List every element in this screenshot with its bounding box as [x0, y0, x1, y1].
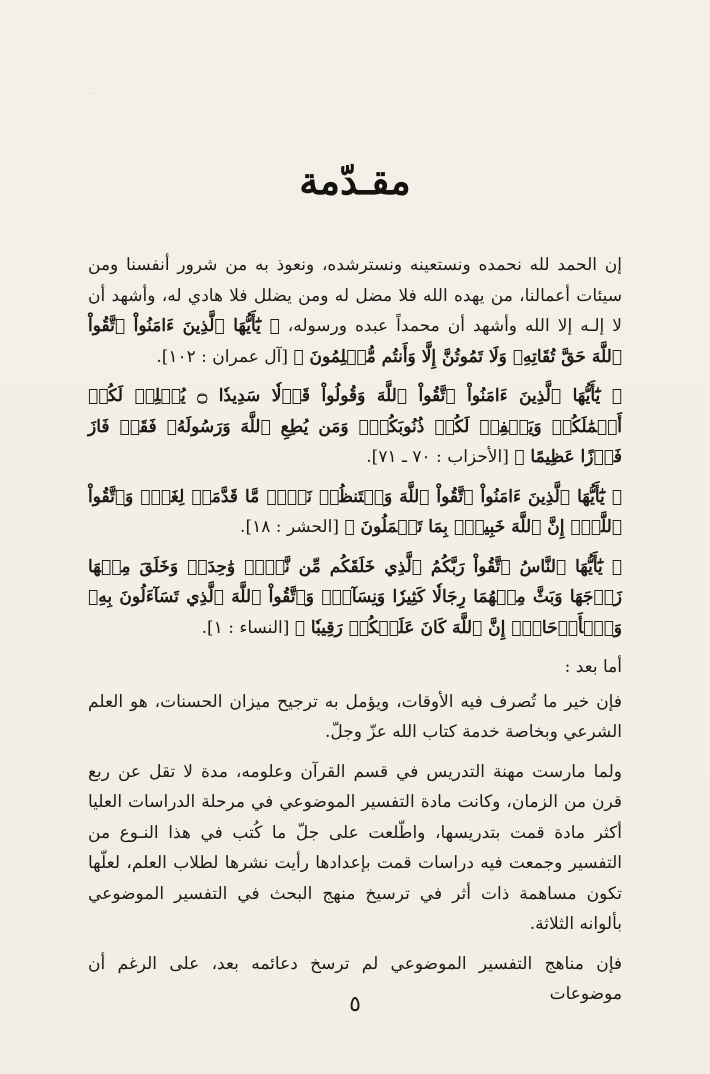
- paragraph: ولما مارست مهنة التدريس في قسم القرآن وعلومه، مدة لا تقل عن ربع قرن من الزمان، وكانت مادة التفسير الموضوعي في مرحلة الدراسات العليا أكثر مادة قمت بتدريسها، واطّلعت على جلّ ما كُتب في هذا النـوع من التفسير وجمعت فيه دراسات قمت بإعدادها رأيت نشرها لطلاب العلم، لعلّها تكون مساهمة ذات أثر في ترسيخ منهج البحث في التفسير الموضوعي بألوانه الثلاثة.: [88, 761, 622, 934]
- verse-block: [88, 552, 622, 644]
- paragraph: فإن مناهج التفسير الموضوعي لم ترسخ دعائمه بعد، على الرغم أن موضوعات: [88, 953, 622, 1004]
- verse-reference: [الأحزاب : ٧٠ ـ ٧١].: [366, 447, 509, 467]
- page-title: مقـدّمة: [299, 158, 411, 203]
- verse-text: ﴿ يَٰٓأَيُّهَا ٱلَّذِينَ ءَامَنُواْ ٱتَّقُواْ ٱللَّهَ حَقَّ تُقَاتِهِۦ وَلَا تَمُوتُنَّ إِلَّا وَأَنتُم مُّسۡلِمُونَ ﴾: [88, 316, 622, 367]
- verse-text: ﴿ يَٰٓأَيُّهَا ٱلَّذِينَ ءَامَنُواْ ٱتَّقُواْ ٱللَّهَ وَلۡتَنظُرۡ نَفۡسٞ مَّا قَدَّمَتۡ لِغَدٖۖ وَٱتَّقُواْ ٱللَّهَۚ إِنَّ ٱللَّهَ خَبِيرُۢ بِمَا تَعۡمَلُونَ ﴾: [88, 486, 622, 537]
- verse-reference: [آل عمران : ١٠٢].: [156, 346, 288, 367]
- amma-bad-heading: أما بعد :: [564, 657, 622, 677]
- verse-text: ﴿ يَٰٓأَيُّهَا ٱلَّذِينَ ءَامَنُواْ ٱتَّقُواْ ٱللَّهَ وَقُولُواْ قَوۡلٗا سَدِيدٗا ۝ يُصۡلِحۡ لَكُمۡ أَعۡمَٰلَكُمۡ وَيَغۡفِرۡ لَكُمۡ ذُنُوبَكُمۡۗ وَمَن يُطِعِ ٱللَّهَ وَرَسُولَهُۥ فَقَدۡ فَازَ فَوۡزًا عَظِيمًا ﴾: [88, 386, 622, 467]
- verse-reference: [النساء : ١].: [201, 617, 290, 638]
- show-through-text: …: [88, 80, 103, 98]
- verse-text: ﴿ يَٰٓأَيُّهَا ٱلنَّاسُ ٱتَّقُواْ رَبَّكُمُ ٱلَّذِي خَلَقَكُم مِّن نَّفۡسٖ وَٰحِدَةٖ وَخَلَقَ مِنۡهَا زَوۡجَهَا وَبَثَّ مِنۡهُمَا رِجَالٗا كَثِيرٗا وَنِسَآءٗۚ وَٱتَّقُواْ ٱللَّهَ ٱلَّذِي تَسَآءَلُونَ بِهِۦ وَٱلۡأَرۡحَامَۚ إِنَّ ٱللَّهَ كَانَ عَلَيۡكُمۡ رَقِيبٗا ﴾: [88, 556, 622, 638]
- intro-paragraph: [88, 250, 622, 372]
- verse-block: [88, 381, 622, 473]
- verse-block: [88, 482, 622, 543]
- paragraph: فإن خير ما تُصرف فيه الأوقات، ويؤمل به ترجيح ميزان الحسنات، هو العلم الشرعي وبخاصة خدمة كتاب الله عزّ وجلّ.: [88, 691, 622, 742]
- page-body: [88, 250, 622, 1019]
- intro-text: إن الحمد لله نحمده ونستعينه ونسترشده، ونعوذ به من شرور أنفسنا ومن سيئات أعمالنا، من يهده الله فلا مضل له ومن يضلل فلا هادي له، وأشهد أن لا إلـه إلا الله وأشهد أن محمداً عبده ورسوله،: [88, 255, 623, 336]
- verse-reference: [الحشر : ١٨].: [240, 517, 339, 537]
- page-number: ٥: [349, 992, 361, 1017]
